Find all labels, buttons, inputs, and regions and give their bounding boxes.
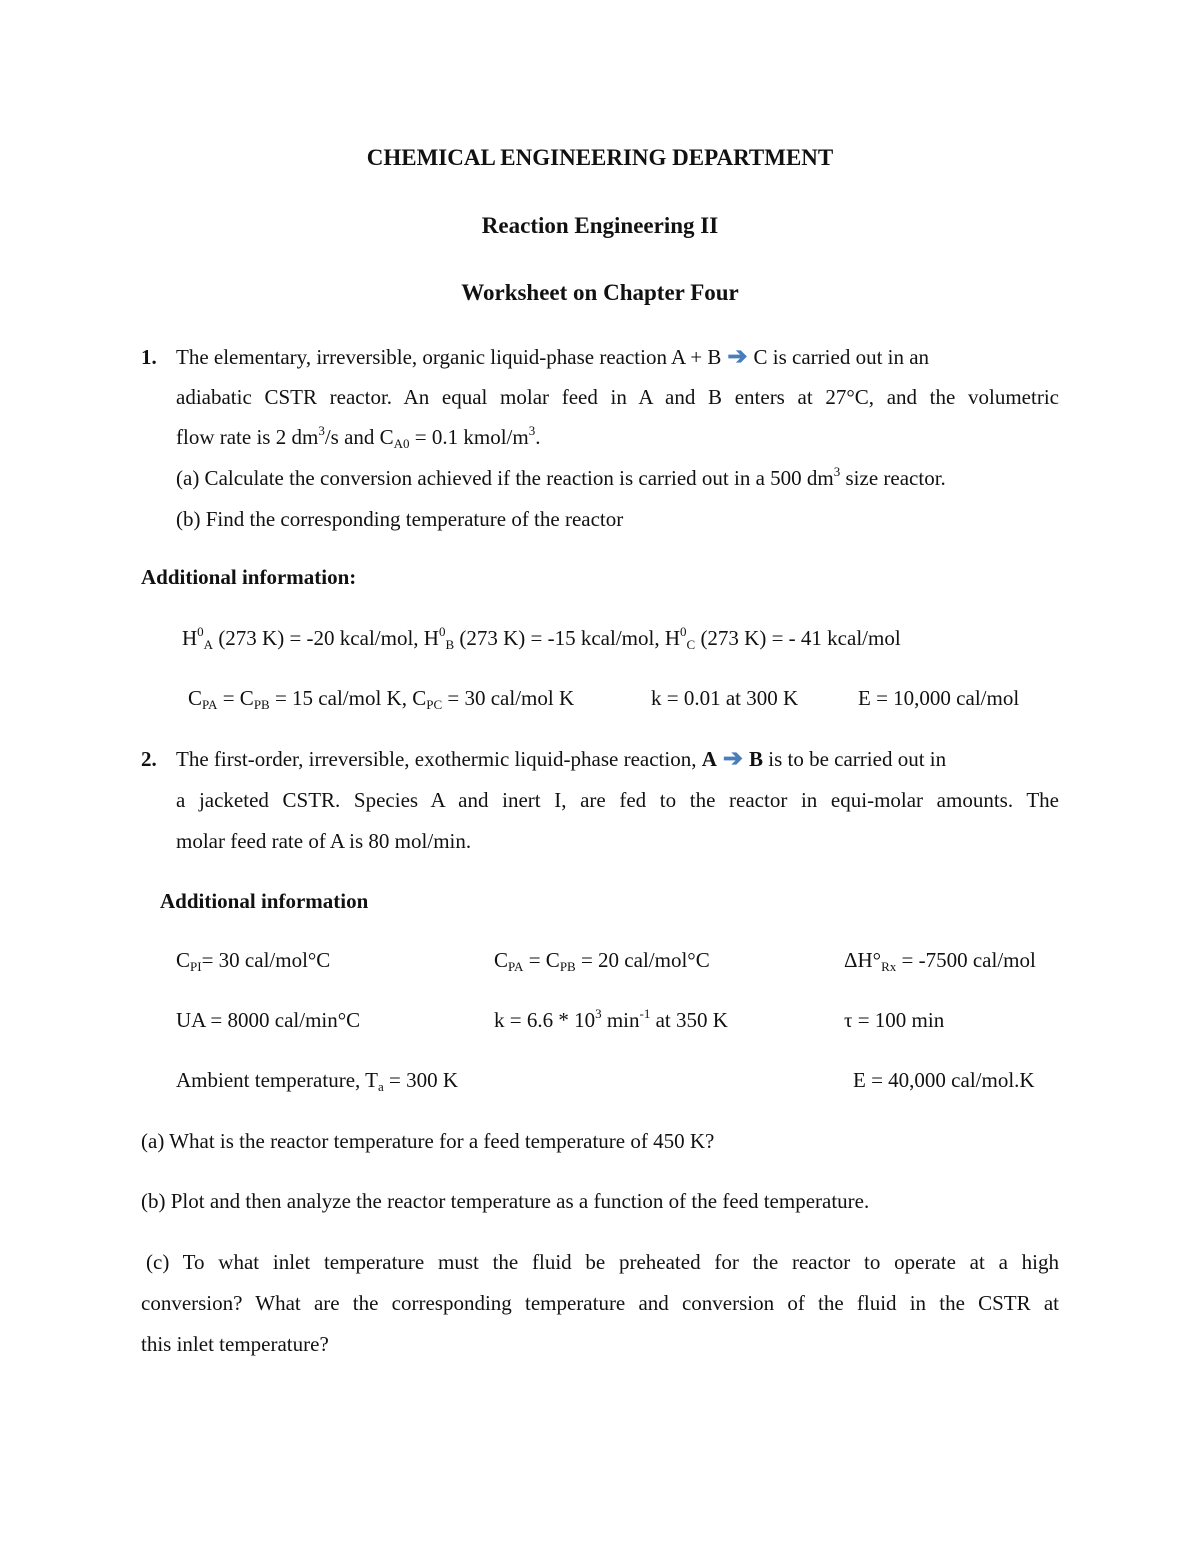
- right-arrow-icon: ➔: [721, 344, 754, 370]
- q2-cpi: $C_{PI}= 30$ cal/mol°C: [176, 948, 331, 974]
- q2-additional-heading: Additional information: [160, 889, 369, 913]
- q2-part-c-line-2: conversion? What are the corresponding temperature and conversion of the fluid in the CSTR at: [141, 1291, 1059, 1315]
- q1-part-b: (b) Find the corresponding temperature of the reactor: [176, 507, 624, 531]
- q1-enthalpy-line: $H^0_A$ (273 K) = -20 kcal/mol, $H^0_B$ (273 K) = -15 kcal/mol, $H^0_C$ (273 K) = - 41 kcal/mol: [182, 624, 901, 652]
- q1-line-3: flow rate is 2 $dm^3/s$ and $C_{A0} = 0.1$ kmol/$m^3$.: [176, 423, 541, 451]
- q2-part-b: (b) Plot and then analyze the reactor temperature as a function of the feed temperature.: [141, 1189, 870, 1213]
- q2-part-c-line-3: this inlet temperature?: [141, 1332, 329, 1356]
- course-title: Reaction Engineering II: [481, 213, 719, 238]
- q1-heat-capacity: $C_{PA} = C_{PB} = 15$ cal/mol K, $C_{PC} = 30$ cal/mol K: [188, 686, 575, 712]
- q2-number: 2.: [141, 747, 157, 771]
- right-arrow-icon: ➔: [716, 746, 749, 772]
- q1-line-2: adiabatic CSTR reactor. An equal molar feed in A and B enters at 27°C, and the volumetric: [176, 385, 1059, 409]
- q2-line-2: a jacketed CSTR. Species A and inert I, are fed to the reactor in equi-molar amounts. The: [176, 788, 1059, 812]
- q2-line-3: molar feed rate of A is 80 mol/min.: [176, 829, 472, 853]
- q2-heat-of-reaction: $\Delta H^\circ_{Rx} = -7500$ cal/mol: [844, 948, 1036, 974]
- q2-rate-constant: $k = 6.6 * 10^3$ $\min^{-1}$ at 350 K: [494, 1006, 728, 1032]
- q1-line-1: The elementary, irreversible, organic liquid-phase reaction A + B ➔ C is carried out in an: [176, 344, 930, 370]
- q2-ambient-temp: Ambient temperature, $T_a = 300$ K: [176, 1068, 459, 1094]
- q1-activation-energy: E = 10,000 cal/mol: [858, 686, 1020, 710]
- q2-part-a: (a) What is the reactor temperature for a feed temperature of 450 K?: [141, 1129, 715, 1153]
- q1-number: 1.: [141, 345, 157, 369]
- q2-activation-energy: E = 40,000 cal/mol.K: [853, 1068, 1035, 1092]
- q2-part-c-line-1: (c) To what inlet temperature must the fluid be preheated for the reactor to operate at a high: [146, 1250, 1059, 1274]
- department-title: CHEMICAL ENGINEERING DEPARTMENT: [366, 145, 834, 170]
- q1-additional-heading: Additional information:: [141, 565, 357, 589]
- q2-cpa-cpb: $C_{PA} = C_{PB} = 20$ cal/mol°C: [494, 948, 710, 974]
- q1-rate-constant: k = 0.01 at 300 K: [651, 686, 799, 710]
- worksheet-title: Worksheet on Chapter Four: [461, 280, 739, 305]
- q2-space-time: τ = 100 min: [844, 1008, 945, 1032]
- q2-line-1: The first-order, irreversible, exothermic liquid-phase reaction, A ➔ B is to be carried out in: [176, 746, 947, 772]
- q2-ua: UA = 8000 cal/min°C: [176, 1008, 361, 1032]
- q1-part-a: (a) Calculate the conversion achieved if the reaction is carried out in a 500 $dm^3$ size reactor.: [176, 464, 946, 490]
